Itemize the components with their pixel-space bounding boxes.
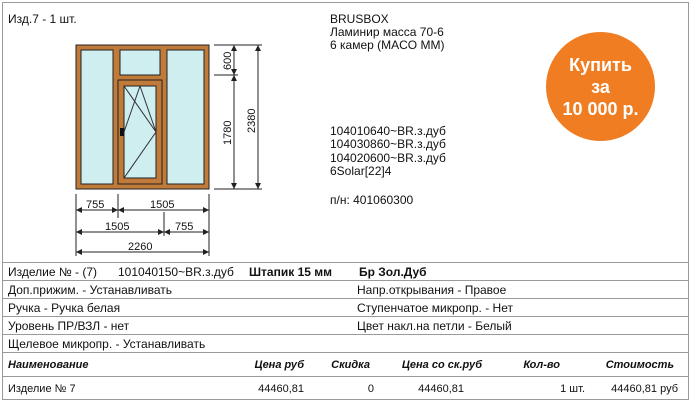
row-discounted-price: 44460,81 [418, 383, 464, 395]
uroven: Уровень ПР/ВЗЛ - нет [8, 319, 130, 333]
col-header-discounted-price: Цена со ск.руб [401, 359, 482, 371]
buy-line-1: Купить [569, 54, 632, 75]
divider [2, 298, 689, 299]
window-drawing [0, 0, 300, 262]
row-name: Изделие № 7 [8, 383, 76, 395]
divider [2, 376, 689, 377]
spec-code-4: 6Solar[22]4 [330, 164, 392, 178]
row-discount: 0 [367, 383, 374, 395]
col-header-total: Стоимость [605, 359, 674, 371]
buy-line-3: 10 000 р. [562, 98, 639, 119]
stupenchatoe: Ступенчатое микропр. - Нет [357, 301, 513, 315]
dim-1505-bottom: 1505 [105, 221, 130, 233]
color-name: Бр Зол.Дуб [359, 265, 427, 279]
glass-top-middle [120, 50, 160, 75]
laminate-text: Ламинир масса 70-6 [330, 25, 444, 39]
buy-line-2: за [591, 76, 610, 97]
dim-2260: 2260 [128, 241, 153, 253]
divider [2, 280, 689, 281]
divider [2, 316, 689, 317]
col-header-discount: Скидка [331, 359, 370, 371]
row-price: 44460,81 [258, 383, 304, 395]
dim-2380: 2380 [246, 108, 258, 133]
col-header-name: Наименование [8, 359, 89, 371]
dim-600: 600 [222, 51, 234, 70]
dim-755-bottom: 755 [175, 221, 194, 233]
dim-755-top: 755 [86, 199, 105, 211]
handle-icon [120, 128, 124, 136]
glass-sash [124, 86, 156, 178]
divider [2, 334, 689, 335]
dop-prizhim: Доп.прижим. - Устанавливать [8, 283, 172, 297]
izdelie-code: 101040150~BR.з.дуб [118, 265, 234, 279]
row-qty: 1 шт. [560, 383, 585, 395]
glass-left [81, 50, 113, 184]
spec-code-3: 104020600~BR.з.дуб [330, 151, 446, 165]
col-header-price: Цена руб [254, 359, 304, 371]
chambers-text: 6 камер (MACO MM) [330, 38, 445, 52]
schelevoe: Щелевое микропр. - Устанавливать [8, 337, 206, 351]
buy-button[interactable] [546, 32, 655, 141]
tsvet-nakl: Цвет накл.на петли - Белый [357, 319, 512, 333]
divider [2, 262, 689, 263]
brand-text: BRUSBOX [330, 12, 389, 26]
col-header-qty: Кол-во [523, 359, 560, 371]
glass-right [167, 50, 204, 184]
napr-otkryvaniya: Напр.открывания - Правое [357, 283, 507, 297]
dim-1505-top: 1505 [150, 199, 175, 211]
item-count: Изд.7 - 1 шт. [8, 12, 77, 26]
row-total: 44460,81 руб [611, 383, 678, 395]
dim-1780: 1780 [222, 120, 234, 145]
ruchka: Ручка - Ручка белая [8, 301, 121, 315]
part-number: п/н: 401060300 [330, 193, 414, 207]
izdelie-label: Изделие № - (7) [8, 265, 98, 279]
shtapik-label: Штапик 15 мм [249, 265, 333, 279]
spec-code-1: 104010640~BR.з.дуб [330, 124, 446, 138]
divider [2, 352, 689, 353]
spec-code-2: 104030860~BR.з.дуб [330, 137, 446, 151]
